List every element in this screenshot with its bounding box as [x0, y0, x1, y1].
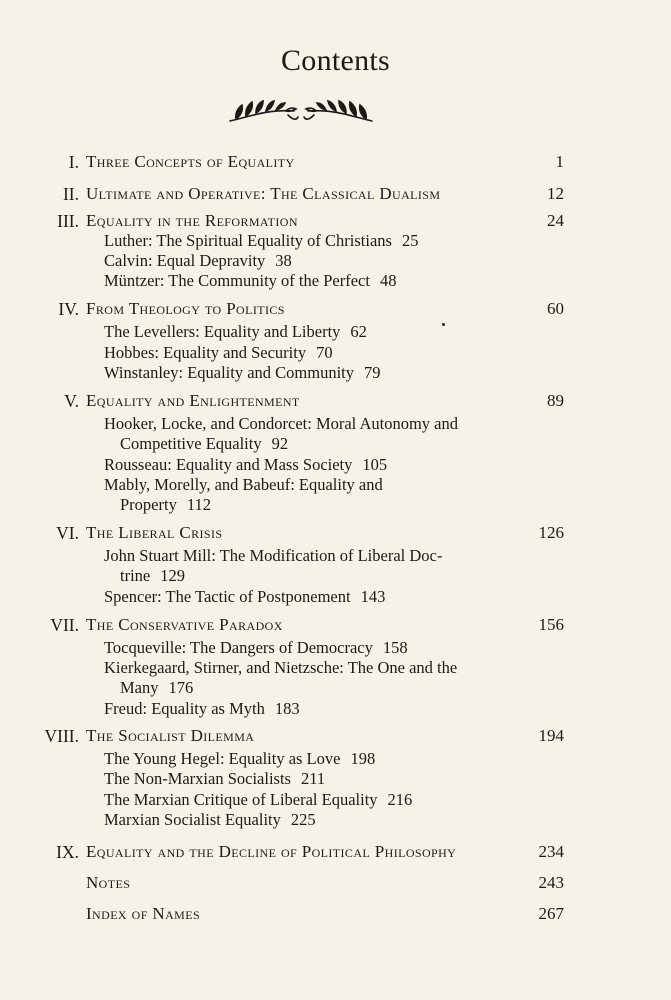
chapter-title: Equality and Enlightenment — [86, 391, 300, 410]
section-entry — [104, 769, 524, 789]
chapter-title: From Theology to Politics — [86, 299, 285, 318]
chapter-title: Equality and the Decline of Political Philosophy — [86, 842, 457, 861]
section-title: Freud: Equality as Myth — [104, 699, 265, 718]
section-page: 38 — [275, 251, 292, 270]
section-page: 112 — [186, 495, 211, 514]
chapter-page: 24 — [547, 211, 564, 230]
section-page: 62 — [350, 322, 367, 341]
section-entry — [104, 638, 524, 658]
section-entry — [104, 475, 524, 495]
section-page: 143 — [360, 587, 386, 606]
chapter-number: VI. — [56, 523, 79, 543]
chapter-number: IV. — [58, 299, 79, 319]
section-title: The Young Hegel: Equality as Love — [104, 749, 341, 768]
section-entry — [104, 790, 524, 810]
ink-speck — [442, 323, 445, 326]
chapter-number: VIII. — [44, 726, 79, 746]
chapter-page: 60 — [547, 299, 564, 318]
chapter-number: II. — [62, 184, 79, 204]
section-page: 216 — [387, 790, 413, 809]
section-page: 225 — [290, 810, 316, 829]
section-entry — [104, 343, 524, 363]
page-title: Contents — [280, 44, 391, 77]
section-title: Mably, Morelly, and Babeuf: Equality and — [104, 475, 383, 494]
section-page: 158 — [382, 638, 408, 657]
chapter-page: 1 — [555, 152, 564, 171]
section-title: Rousseau: Equality and Mass Society — [104, 455, 353, 474]
section-entry — [104, 231, 524, 251]
section-title-continued: Property — [120, 495, 177, 514]
notes-page: 243 — [538, 873, 564, 892]
section-title-continued: trine — [120, 566, 151, 585]
section-entry — [104, 251, 524, 271]
chapter-title: Three Concepts of Equality — [86, 152, 295, 171]
chapter-title: Equality in the Reformation — [86, 211, 298, 230]
section-title: Kierkegaard, Stirner, and Nietzsche: The One and the — [104, 658, 458, 677]
section-entry — [104, 322, 524, 342]
section-page: 198 — [350, 749, 376, 768]
section-title: Hobbes: Equality and Security — [104, 343, 307, 362]
section-title: The Marxian Critique of Liberal Equality — [104, 790, 378, 809]
chapter-page: 89 — [547, 391, 564, 410]
section-page: 25 — [401, 231, 419, 250]
chapter-page: 156 — [538, 615, 564, 634]
chapter-number: III. — [57, 211, 79, 231]
section-title: Marxian Socialist Equality — [104, 810, 281, 829]
section-entry — [104, 271, 524, 291]
section-entry — [104, 455, 524, 475]
chapter-title: The Liberal Crisis — [86, 523, 223, 542]
section-page: 211 — [300, 769, 326, 788]
chapter-title: The Socialist Dilemma — [86, 726, 255, 745]
section-entry-continued — [120, 566, 540, 586]
section-page: 70 — [316, 343, 333, 362]
chapter-number: I. — [68, 152, 79, 172]
section-entry — [104, 699, 524, 719]
section-title: Spencer: The Tactic of Postponement — [104, 587, 351, 606]
section-entry — [104, 414, 524, 434]
section-entry — [104, 587, 524, 607]
section-entry — [104, 546, 524, 566]
section-entry — [104, 749, 524, 769]
section-page: 92 — [271, 434, 289, 453]
chapter-number: IX. — [56, 842, 79, 862]
section-page: 105 — [362, 455, 388, 474]
section-title: The Non-Marxian Socialists — [104, 769, 291, 788]
section-title-continued: Competitive Equality — [120, 434, 262, 453]
section-entry-continued — [120, 495, 540, 515]
section-title: Calvin: Equal Depravity — [104, 251, 266, 270]
section-page: 176 — [168, 678, 194, 697]
notes-title: Notes — [86, 873, 131, 892]
chapter-page: 194 — [538, 726, 564, 745]
section-entry — [104, 810, 524, 830]
section-page: 48 — [379, 271, 397, 290]
chapter-title: The Conservative Paradox — [86, 615, 283, 634]
section-entry — [104, 363, 524, 383]
section-entry — [104, 658, 524, 678]
chapter-page: 234 — [538, 842, 564, 861]
chapter-page: 12 — [547, 184, 564, 203]
section-title: John Stuart Mill: The Modification of Liberal Doc- — [104, 546, 443, 565]
laurel-ornament-icon — [228, 99, 374, 125]
section-title: The Levellers: Equality and Liberty — [104, 322, 341, 341]
chapter-number: V. — [64, 391, 79, 411]
section-page: 183 — [274, 699, 300, 718]
section-page: 129 — [160, 566, 185, 585]
chapter-title: Ultimate and Operative: The Classical Dualism — [86, 184, 441, 203]
chapter-page: 126 — [538, 523, 564, 542]
section-title: Luther: The Spiritual Equality of Christians — [104, 231, 392, 250]
section-title: Müntzer: The Community of the Perfect — [104, 271, 370, 290]
section-title-continued: Many — [120, 678, 159, 697]
chapter-number: VII. — [50, 615, 79, 635]
index-title: Index of Names — [86, 904, 201, 923]
section-entry-continued — [120, 678, 540, 698]
section-entry-continued — [120, 434, 540, 454]
section-title: Tocqueville: The Dangers of Democracy — [104, 638, 373, 657]
index-page: 267 — [538, 904, 564, 923]
section-page: 79 — [364, 363, 381, 382]
section-title: Winstanley: Equality and Community — [104, 363, 355, 382]
section-title: Hooker, Locke, and Condorcet: Moral Autonomy and — [104, 414, 459, 433]
